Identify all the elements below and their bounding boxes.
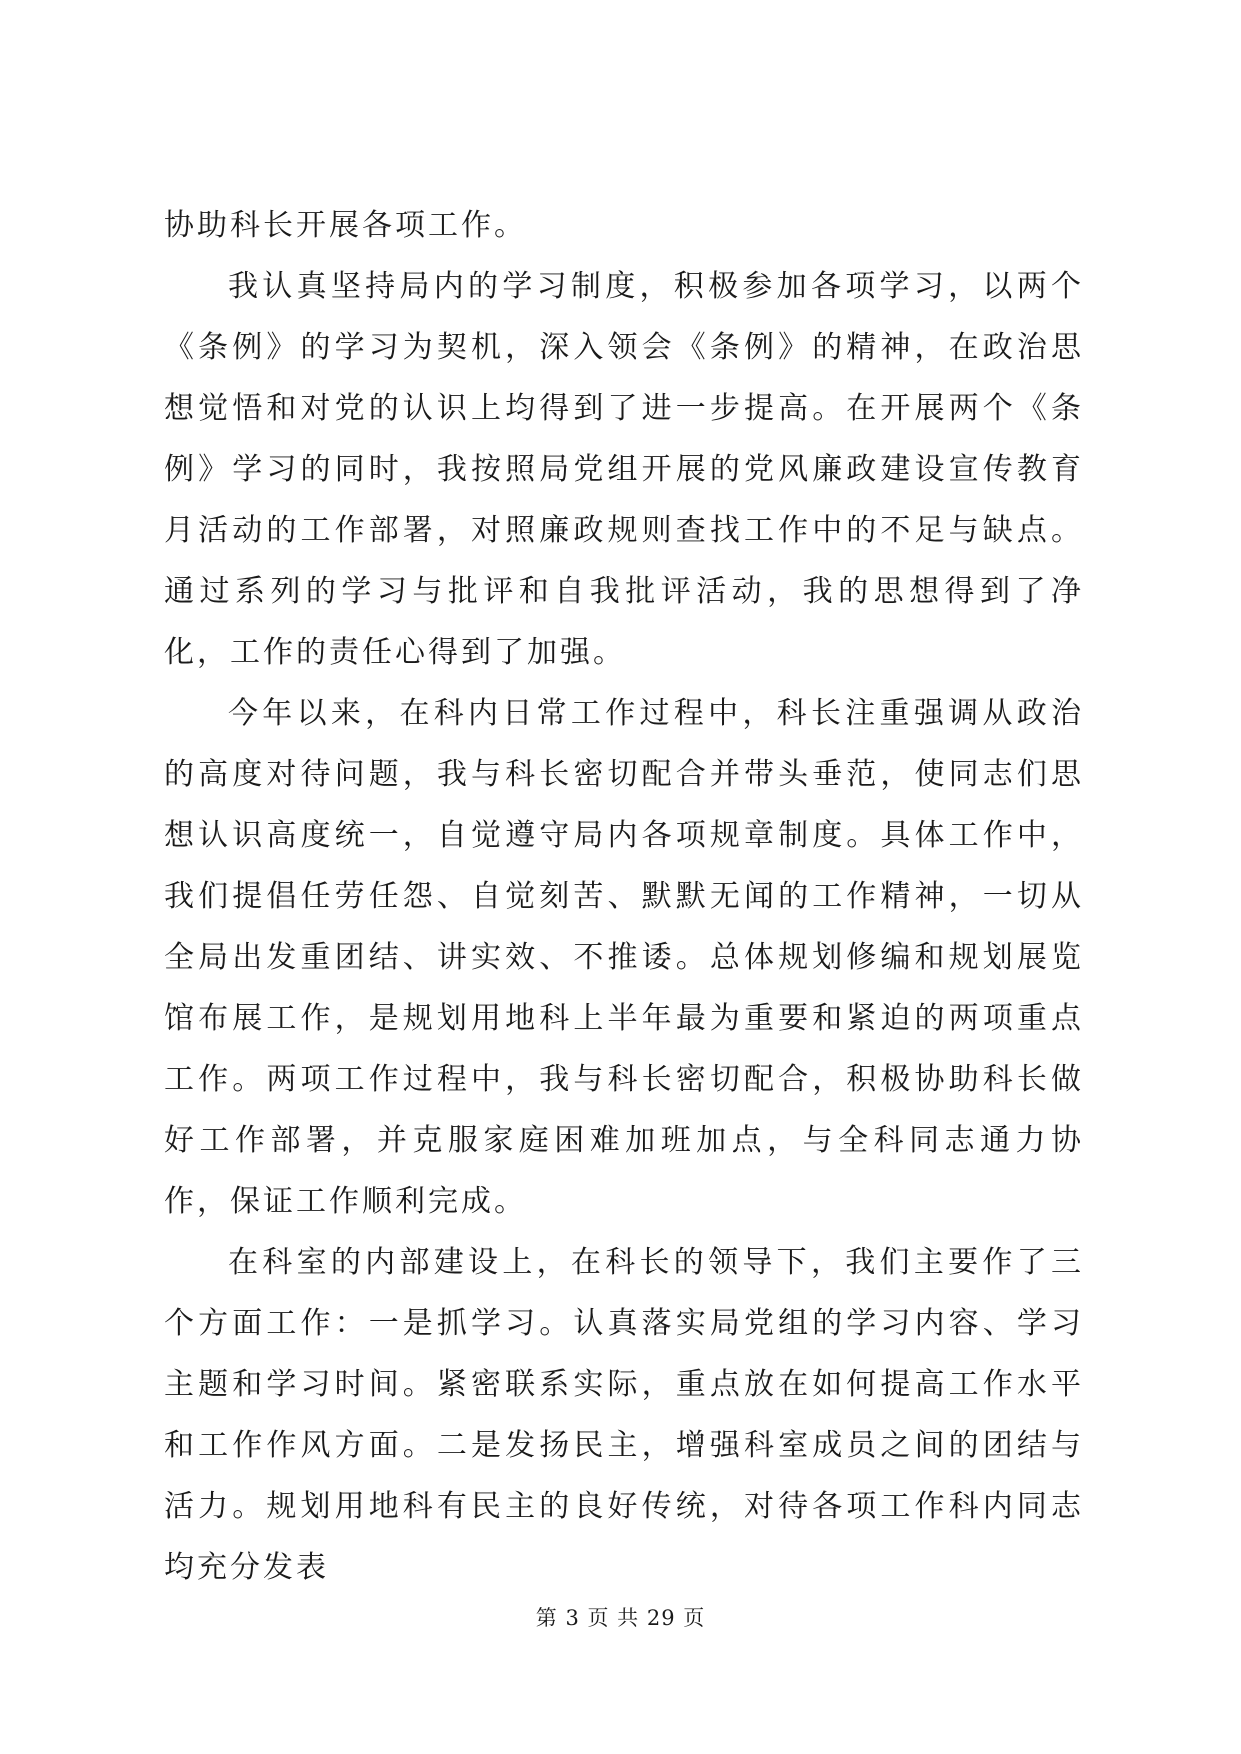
paragraph-1: 协助科长开展各项工作。 — [164, 208, 527, 243]
document-body — [164, 195, 1084, 1598]
paragraph-2: 我认真坚持局内的学习制度，积极参加各项学习，以两个《条例》的学习为契机，深入领会《条例》的精神，在政治思想觉悟和对党的认识上均得到了进一步提高。在开展两个《条例》学习的同时，我按照局党组开展的党风廉政建设宣传教育月活动的工作部署，对照廉政规则查找工作中的不足与缺点。通过系列的学习与批评和自我批评活动，我的思想得到了净化，工作的责任心得到了加强。 — [164, 269, 1084, 670]
paragraph-4: 在科室的内部建设上，在科长的领导下，我们主要作了三个方面工作：一是抓学习。认真落实局党组的学习内容、学习主题和学习时间。紧密联系实际，重点放在如何提高工作水平和工作作风方面。二是发扬民主，增强科室成员之间的团结与活力。规划用地科有民主的良好传统，对待各项工作科内同志均充分发表 — [164, 1245, 1084, 1585]
paragraph-3: 今年以来，在科内日常工作过程中，科长注重强调从政治的高度对待问题，我与科长密切配合并带头垂范，使同志们思想认识高度统一，自觉遵守局内各项规章制度。具体工作中，我们提倡任劳任怨、自觉刻苦、默默无闻的工作精神，一切从全局出发重团结、讲实效、不推诿。总体规划修编和规划展览馆布展工作，是规划用地科上半年最为重要和紧迫的两项重点工作。两项工作过程中，我与科长密切配合，积极协助科长做好工作部署，并克服家庭困难加班加点，与全科同志通力协作，保证工作顺利完成。 — [164, 696, 1084, 1219]
page-number-footer: 第 3 页 共 29 页 — [535, 1606, 706, 1630]
